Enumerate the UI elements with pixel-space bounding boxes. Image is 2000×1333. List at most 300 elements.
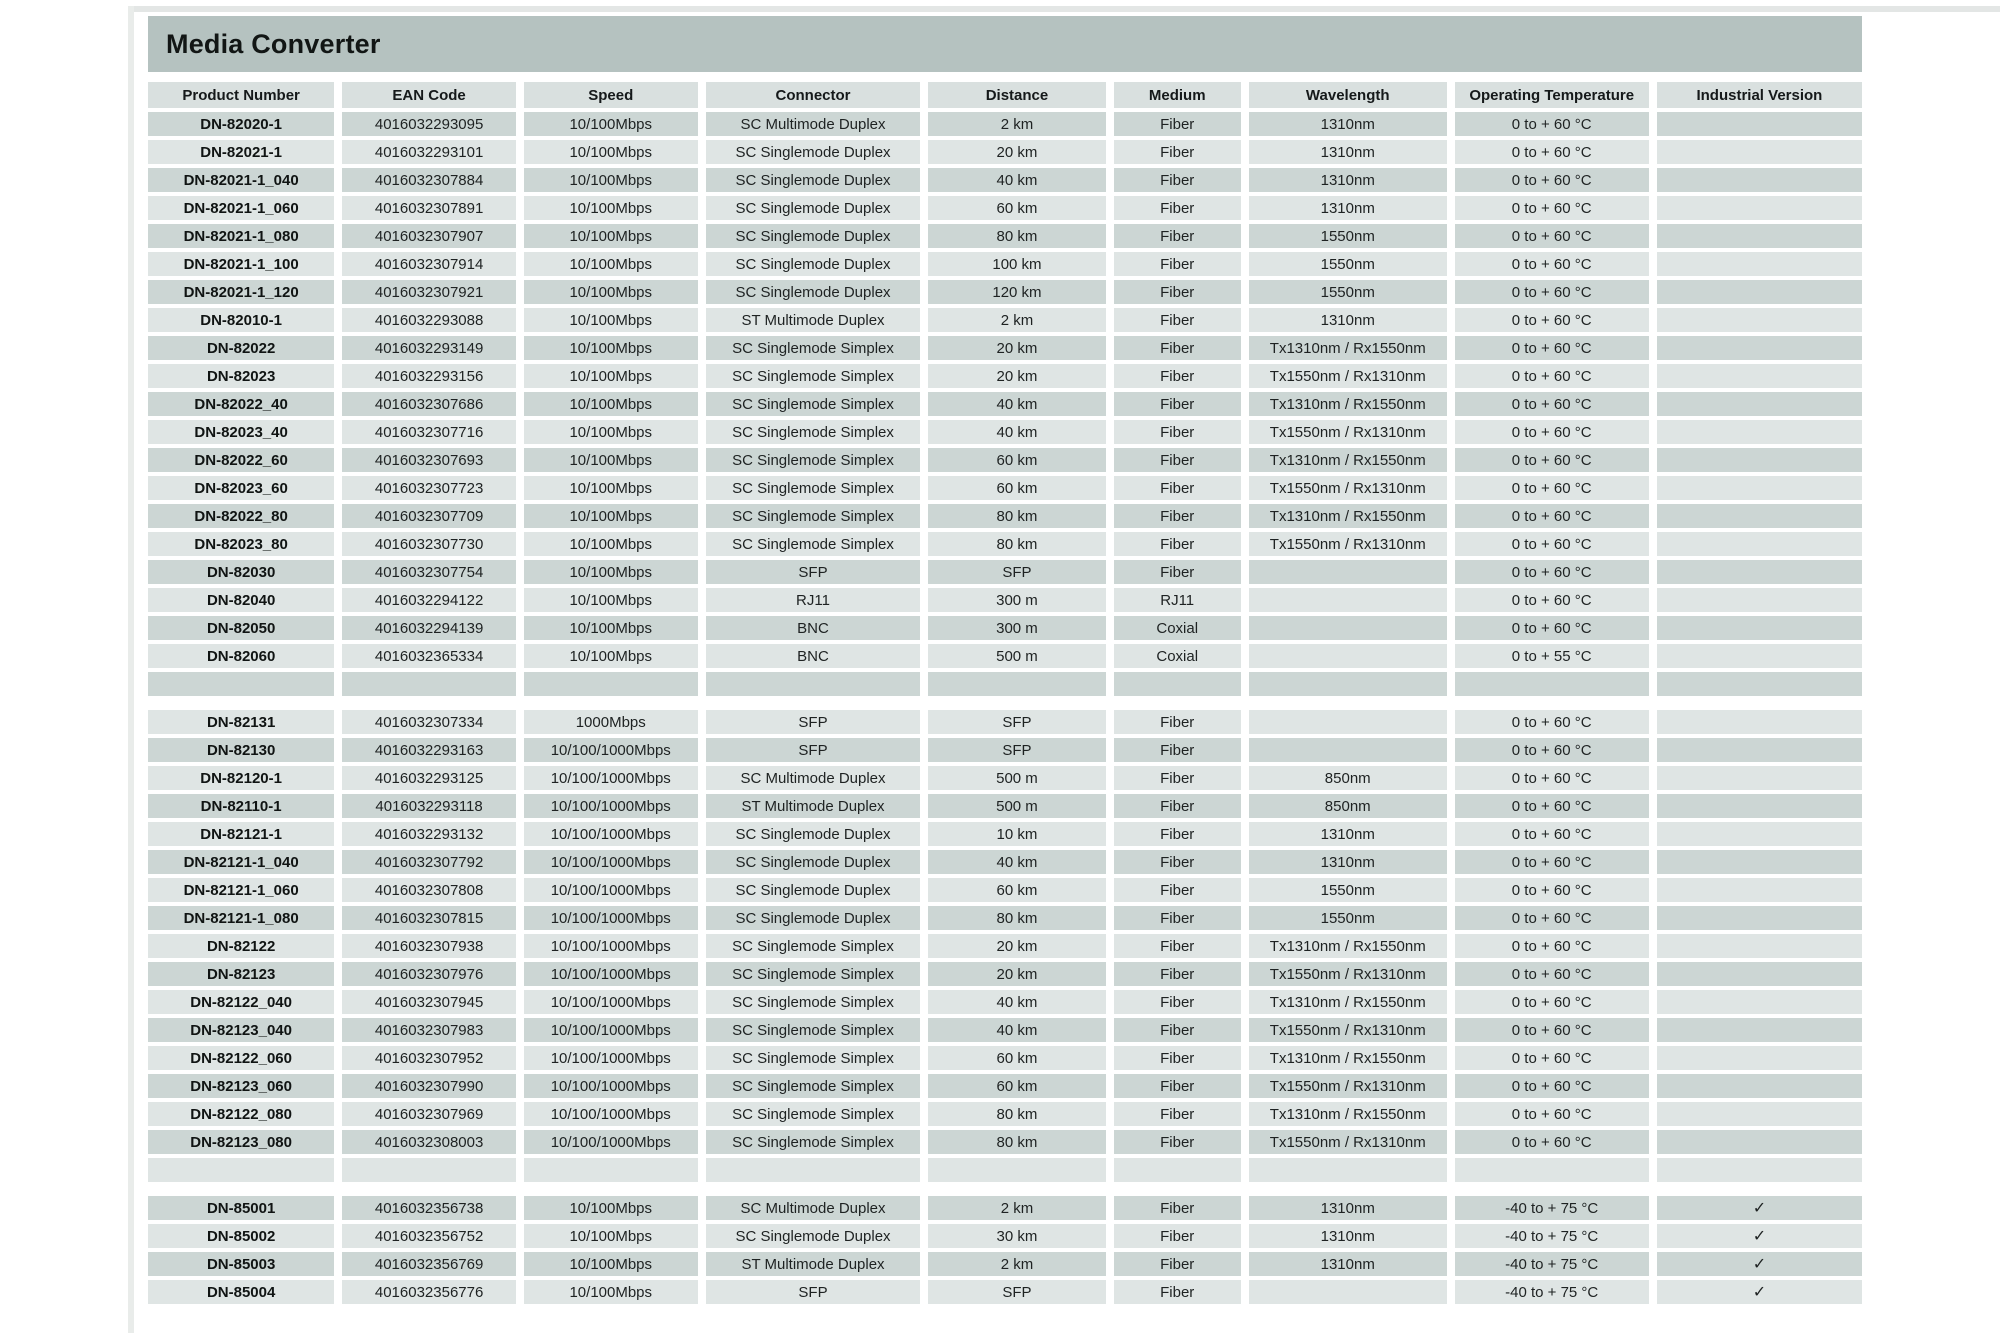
cell-industrial (1653, 502, 1862, 530)
cell-connector: BNC (702, 614, 925, 642)
cell-connector: SC Singlemode Duplex (702, 1222, 925, 1250)
cell-medium: Fiber (1110, 1194, 1245, 1222)
cell-medium: Fiber (1110, 932, 1245, 960)
cell-connector: SFP (702, 736, 925, 764)
cell-distance: 20 km (924, 334, 1109, 362)
table-row (148, 110, 1862, 138)
table-row (148, 586, 1862, 614)
cell-industrial (1653, 334, 1862, 362)
cell-wavelength: Tx1310nm / Rx1550nm (1245, 334, 1451, 362)
cell-medium: Fiber (1110, 820, 1245, 848)
column-header-temperature: Operating Temperature (1451, 82, 1653, 110)
cell-industrial (1653, 306, 1862, 334)
cell-temperature: 0 to + 60 °C (1451, 792, 1653, 820)
column-header-distance: Distance (924, 82, 1109, 110)
cell-wavelength: Tx1550nm / Rx1310nm (1245, 362, 1451, 390)
section-gap (148, 698, 1862, 708)
cell-temperature: -40 to + 75 °C (1451, 1250, 1653, 1278)
section-gap (148, 1184, 1862, 1194)
cell-speed: 10/100Mbps (520, 446, 702, 474)
cell-industrial (1653, 988, 1862, 1016)
cell-ean: 4016032307334 (338, 708, 520, 736)
cell-ean: 4016032307730 (338, 530, 520, 558)
cell-speed: 10/100/1000Mbps (520, 736, 702, 764)
cell-distance: 80 km (924, 530, 1109, 558)
table-row (148, 530, 1862, 558)
cell-speed: 10/100Mbps (520, 474, 702, 502)
cell-wavelength: Tx1550nm / Rx1310nm (1245, 474, 1451, 502)
cell-connector: SC Singlemode Duplex (702, 222, 925, 250)
column-header-product: Product Number (148, 82, 338, 110)
table-row (148, 614, 1862, 642)
cell-product: DN-82123_040 (148, 1016, 338, 1044)
cell-distance: 20 km (924, 138, 1109, 166)
cell-wavelength (1245, 642, 1451, 670)
cell-distance: SFP (924, 1278, 1109, 1306)
cell-temperature: 0 to + 60 °C (1451, 502, 1653, 530)
column-header-industrial: Industrial Version (1653, 82, 1862, 110)
cell-ean: 4016032307723 (338, 474, 520, 502)
table-row (148, 1250, 1862, 1278)
cell-product: DN-82060 (148, 642, 338, 670)
cell-ean: 4016032307716 (338, 418, 520, 446)
cell-connector: SC Singlemode Duplex (702, 194, 925, 222)
column-header-connector: Connector (702, 82, 925, 110)
cell-industrial (1653, 642, 1862, 670)
cell-industrial (1653, 222, 1862, 250)
table-row (148, 1222, 1862, 1250)
cell-medium: Fiber (1110, 138, 1245, 166)
cell-product: DN-82022_40 (148, 390, 338, 418)
industrial-checkmark-icon: ✓ (1653, 1278, 1862, 1306)
column-header-ean: EAN Code (338, 82, 520, 110)
cell-product: DN-82121-1 (148, 820, 338, 848)
cell-speed: 10/100/1000Mbps (520, 988, 702, 1016)
cell-industrial (1653, 1128, 1862, 1156)
cell-temperature: 0 to + 60 °C (1451, 446, 1653, 474)
cell-product: DN-82130 (148, 736, 338, 764)
cell-distance: 120 km (924, 278, 1109, 306)
cell-industrial (1653, 1072, 1862, 1100)
cell-speed (520, 1156, 702, 1184)
cell-temperature: 0 to + 60 °C (1451, 1100, 1653, 1128)
cell-speed: 10/100/1000Mbps (520, 1128, 702, 1156)
cell-industrial (1653, 138, 1862, 166)
cell-temperature: 0 to + 60 °C (1451, 138, 1653, 166)
cell-industrial (1653, 792, 1862, 820)
cell-product: DN-82121-1_080 (148, 904, 338, 932)
cell-connector: SC Singlemode Simplex (702, 1016, 925, 1044)
table-row (148, 390, 1862, 418)
table-row (148, 932, 1862, 960)
cell-temperature: 0 to + 60 °C (1451, 474, 1653, 502)
page-edge-left (128, 6, 134, 1333)
cell-ean: 4016032307938 (338, 932, 520, 960)
cell-ean: 4016032307693 (338, 446, 520, 474)
cell-medium: RJ11 (1110, 586, 1245, 614)
cell-speed: 10/100Mbps (520, 138, 702, 166)
cell-medium: Fiber (1110, 194, 1245, 222)
cell-medium: Fiber (1110, 876, 1245, 904)
cell-product: DN-85001 (148, 1194, 338, 1222)
cell-distance: 20 km (924, 362, 1109, 390)
cell-product: DN-85002 (148, 1222, 338, 1250)
cell-speed: 1000Mbps (520, 708, 702, 736)
table-row (148, 334, 1862, 362)
cell-ean: 4016032307808 (338, 876, 520, 904)
cell-ean: 4016032294139 (338, 614, 520, 642)
cell-connector: SC Singlemode Simplex (702, 960, 925, 988)
cell-wavelength: 1550nm (1245, 222, 1451, 250)
cell-distance: 80 km (924, 904, 1109, 932)
cell-speed (520, 670, 702, 698)
cell-connector: SC Singlemode Duplex (702, 876, 925, 904)
cell-speed: 10/100/1000Mbps (520, 820, 702, 848)
cell-ean: 4016032356776 (338, 1278, 520, 1306)
table-row (148, 502, 1862, 530)
cell-ean: 4016032307969 (338, 1100, 520, 1128)
table-row (148, 764, 1862, 792)
cell-distance: 2 km (924, 306, 1109, 334)
cell-connector (702, 1156, 925, 1184)
cell-medium: Fiber (1110, 110, 1245, 138)
cell-speed: 10/100Mbps (520, 642, 702, 670)
cell-industrial (1653, 1044, 1862, 1072)
cell-wavelength (1245, 670, 1451, 698)
cell-medium: Fiber (1110, 1100, 1245, 1128)
cell-medium: Fiber (1110, 960, 1245, 988)
section-gap-cell (148, 698, 1862, 708)
cell-ean (338, 670, 520, 698)
cell-product: DN-82120-1 (148, 764, 338, 792)
spacer-row (148, 1156, 1862, 1184)
cell-product: DN-82121-1_040 (148, 848, 338, 876)
cell-industrial (1653, 614, 1862, 642)
cell-temperature: 0 to + 60 °C (1451, 334, 1653, 362)
cell-ean: 4016032307976 (338, 960, 520, 988)
cell-connector: SC Singlemode Duplex (702, 138, 925, 166)
industrial-checkmark-icon: ✓ (1653, 1250, 1862, 1278)
cell-medium: Fiber (1110, 1250, 1245, 1278)
cell-temperature: 0 to + 60 °C (1451, 1128, 1653, 1156)
page-edge-top (128, 6, 2000, 12)
cell-temperature: 0 to + 60 °C (1451, 194, 1653, 222)
cell-speed: 10/100/1000Mbps (520, 848, 702, 876)
cell-industrial (1653, 932, 1862, 960)
cell-industrial (1653, 194, 1862, 222)
cell-wavelength: 1310nm (1245, 1250, 1451, 1278)
cell-medium: Fiber (1110, 474, 1245, 502)
cell-distance: 80 km (924, 502, 1109, 530)
cell-ean: 4016032293101 (338, 138, 520, 166)
cell-wavelength: Tx1550nm / Rx1310nm (1245, 960, 1451, 988)
cell-connector: SC Singlemode Simplex (702, 390, 925, 418)
cell-product: DN-82021-1_120 (148, 278, 338, 306)
cell-medium: Fiber (1110, 362, 1245, 390)
cell-ean: 4016032307686 (338, 390, 520, 418)
cell-wavelength: 1310nm (1245, 1194, 1451, 1222)
table-row (148, 708, 1862, 736)
cell-wavelength: 1310nm (1245, 166, 1451, 194)
cell-distance: 60 km (924, 876, 1109, 904)
cell-ean: 4016032294122 (338, 586, 520, 614)
cell-distance: 80 km (924, 1128, 1109, 1156)
cell-distance: 20 km (924, 960, 1109, 988)
cell-connector: SC Singlemode Simplex (702, 446, 925, 474)
cell-temperature: 0 to + 60 °C (1451, 820, 1653, 848)
cell-ean: 4016032307914 (338, 250, 520, 278)
table-row (148, 736, 1862, 764)
cell-distance: 40 km (924, 390, 1109, 418)
cell-ean: 4016032307945 (338, 988, 520, 1016)
cell-medium: Fiber (1110, 334, 1245, 362)
cell-product: DN-82040 (148, 586, 338, 614)
cell-medium: Fiber (1110, 1128, 1245, 1156)
cell-connector: SFP (702, 708, 925, 736)
cell-product: DN-82022_80 (148, 502, 338, 530)
cell-product: DN-82020-1 (148, 110, 338, 138)
cell-distance: 40 km (924, 1016, 1109, 1044)
cell-wavelength (1245, 586, 1451, 614)
cell-ean: 4016032293132 (338, 820, 520, 848)
cell-speed: 10/100Mbps (520, 418, 702, 446)
cell-speed: 10/100Mbps (520, 502, 702, 530)
cell-industrial (1653, 362, 1862, 390)
cell-speed: 10/100Mbps (520, 586, 702, 614)
table-row (148, 1016, 1862, 1044)
cell-temperature: 0 to + 60 °C (1451, 876, 1653, 904)
cell-wavelength: Tx1310nm / Rx1550nm (1245, 390, 1451, 418)
cell-wavelength: Tx1310nm / Rx1550nm (1245, 988, 1451, 1016)
cell-distance (924, 670, 1109, 698)
table-row (148, 474, 1862, 502)
cell-distance: 2 km (924, 110, 1109, 138)
cell-industrial (1653, 904, 1862, 932)
cell-medium: Fiber (1110, 848, 1245, 876)
cell-medium: Fiber (1110, 250, 1245, 278)
cell-temperature: 0 to + 60 °C (1451, 708, 1653, 736)
cell-ean: 4016032307815 (338, 904, 520, 932)
cell-distance: 500 m (924, 642, 1109, 670)
cell-ean: 4016032293163 (338, 736, 520, 764)
cell-industrial (1653, 446, 1862, 474)
cell-speed: 10/100/1000Mbps (520, 1100, 702, 1128)
cell-industrial (1653, 960, 1862, 988)
cell-wavelength: 1310nm (1245, 848, 1451, 876)
cell-speed: 10/100Mbps (520, 1222, 702, 1250)
table-row (148, 1278, 1862, 1306)
cell-industrial (1653, 110, 1862, 138)
table-row (148, 362, 1862, 390)
cell-wavelength: 1550nm (1245, 876, 1451, 904)
cell-distance: 40 km (924, 166, 1109, 194)
cell-distance: SFP (924, 558, 1109, 586)
cell-speed: 10/100/1000Mbps (520, 1072, 702, 1100)
cell-ean: 4016032307907 (338, 222, 520, 250)
column-header-wavelength: Wavelength (1245, 82, 1451, 110)
cell-speed: 10/100Mbps (520, 530, 702, 558)
cell-product: DN-82122_040 (148, 988, 338, 1016)
cell-product: DN-85004 (148, 1278, 338, 1306)
cell-medium: Fiber (1110, 1222, 1245, 1250)
cell-speed: 10/100Mbps (520, 166, 702, 194)
cell-connector: SC Singlemode Simplex (702, 1128, 925, 1156)
cell-medium: Fiber (1110, 502, 1245, 530)
cell-speed: 10/100Mbps (520, 334, 702, 362)
cell-speed: 10/100/1000Mbps (520, 1016, 702, 1044)
spacer-row (148, 670, 1862, 698)
cell-speed: 10/100Mbps (520, 250, 702, 278)
cell-industrial (1653, 474, 1862, 502)
cell-wavelength (1245, 558, 1451, 586)
cell-speed: 10/100Mbps (520, 194, 702, 222)
cell-medium: Fiber (1110, 306, 1245, 334)
cell-ean: 4016032307792 (338, 848, 520, 876)
cell-product: DN-82023_40 (148, 418, 338, 446)
cell-industrial (1653, 166, 1862, 194)
cell-medium: Coxial (1110, 614, 1245, 642)
cell-medium: Fiber (1110, 558, 1245, 586)
cell-connector: SC Multimode Duplex (702, 764, 925, 792)
cell-connector: SC Singlemode Duplex (702, 278, 925, 306)
cell-temperature: 0 to + 60 °C (1451, 306, 1653, 334)
cell-wavelength (1245, 1156, 1451, 1184)
cell-ean: 4016032293125 (338, 764, 520, 792)
cell-distance: 300 m (924, 586, 1109, 614)
cell-product: DN-82131 (148, 708, 338, 736)
cell-medium: Fiber (1110, 764, 1245, 792)
table-row (148, 1194, 1862, 1222)
cell-temperature (1451, 1156, 1653, 1184)
cell-wavelength: Tx1310nm / Rx1550nm (1245, 1100, 1451, 1128)
table-row (148, 792, 1862, 820)
cell-industrial (1653, 1016, 1862, 1044)
cell-medium: Fiber (1110, 446, 1245, 474)
cell-wavelength: 1310nm (1245, 1222, 1451, 1250)
table-row (148, 988, 1862, 1016)
cell-distance: 60 km (924, 1044, 1109, 1072)
cell-speed: 10/100Mbps (520, 614, 702, 642)
cell-wavelength: Tx1550nm / Rx1310nm (1245, 1016, 1451, 1044)
cell-product: DN-82021-1_100 (148, 250, 338, 278)
cell-distance: 2 km (924, 1194, 1109, 1222)
cell-temperature: 0 to + 60 °C (1451, 390, 1653, 418)
cell-industrial (1653, 876, 1862, 904)
cell-product: DN-82022_60 (148, 446, 338, 474)
cell-product: DN-82023_60 (148, 474, 338, 502)
cell-wavelength: 1310nm (1245, 138, 1451, 166)
cell-wavelength: 1310nm (1245, 110, 1451, 138)
table-body (148, 110, 1862, 1306)
cell-ean: 4016032365334 (338, 642, 520, 670)
cell-connector: SC Singlemode Simplex (702, 334, 925, 362)
cell-medium: Fiber (1110, 1044, 1245, 1072)
cell-connector: ST Multimode Duplex (702, 792, 925, 820)
cell-wavelength: Tx1310nm / Rx1550nm (1245, 932, 1451, 960)
cell-distance: 500 m (924, 764, 1109, 792)
table-row (148, 166, 1862, 194)
media-converter-table (148, 82, 1862, 1308)
cell-connector: SC Singlemode Duplex (702, 904, 925, 932)
cell-temperature: 0 to + 60 °C (1451, 278, 1653, 306)
cell-connector: SC Singlemode Duplex (702, 848, 925, 876)
cell-distance: 300 m (924, 614, 1109, 642)
cell-distance: 60 km (924, 194, 1109, 222)
cell-wavelength (1245, 736, 1451, 764)
cell-connector: SC Singlemode Simplex (702, 362, 925, 390)
cell-product (148, 670, 338, 698)
cell-ean: 4016032307754 (338, 558, 520, 586)
cell-speed: 10/100/1000Mbps (520, 960, 702, 988)
cell-ean: 4016032307952 (338, 1044, 520, 1072)
cell-connector: SC Singlemode Simplex (702, 988, 925, 1016)
cell-temperature: 0 to + 60 °C (1451, 960, 1653, 988)
table-row (148, 278, 1862, 306)
cell-wavelength: 1550nm (1245, 278, 1451, 306)
cell-temperature: 0 to + 60 °C (1451, 222, 1653, 250)
cell-connector: SC Singlemode Simplex (702, 1072, 925, 1100)
cell-medium: Fiber (1110, 1072, 1245, 1100)
cell-distance: 60 km (924, 474, 1109, 502)
cell-connector: ST Multimode Duplex (702, 1250, 925, 1278)
table-row (148, 1100, 1862, 1128)
table-row (148, 194, 1862, 222)
cell-temperature: 0 to + 60 °C (1451, 1072, 1653, 1100)
cell-temperature: 0 to + 60 °C (1451, 558, 1653, 586)
cell-ean: 4016032307709 (338, 502, 520, 530)
cell-wavelength: Tx1550nm / Rx1310nm (1245, 530, 1451, 558)
cell-temperature: -40 to + 75 °C (1451, 1278, 1653, 1306)
table-row (148, 222, 1862, 250)
cell-distance: 80 km (924, 222, 1109, 250)
cell-speed: 10/100Mbps (520, 306, 702, 334)
cell-product: DN-82021-1 (148, 138, 338, 166)
cell-medium: Fiber (1110, 278, 1245, 306)
cell-temperature: 0 to + 60 °C (1451, 1044, 1653, 1072)
cell-product: DN-82010-1 (148, 306, 338, 334)
cell-wavelength: 1310nm (1245, 194, 1451, 222)
cell-distance: 60 km (924, 446, 1109, 474)
cell-connector: SC Singlemode Simplex (702, 932, 925, 960)
cell-temperature: 0 to + 60 °C (1451, 166, 1653, 194)
cell-speed: 10/100Mbps (520, 390, 702, 418)
cell-speed: 10/100Mbps (520, 362, 702, 390)
cell-ean: 4016032293088 (338, 306, 520, 334)
cell-temperature: 0 to + 60 °C (1451, 736, 1653, 764)
cell-distance: SFP (924, 736, 1109, 764)
cell-connector: BNC (702, 642, 925, 670)
cell-connector: SC Singlemode Duplex (702, 166, 925, 194)
cell-temperature: 0 to + 60 °C (1451, 110, 1653, 138)
cell-connector: SC Singlemode Simplex (702, 474, 925, 502)
cell-medium: Fiber (1110, 390, 1245, 418)
cell-ean: 4016032356738 (338, 1194, 520, 1222)
table-row (148, 820, 1862, 848)
cell-medium (1110, 1156, 1245, 1184)
cell-temperature: -40 to + 75 °C (1451, 1194, 1653, 1222)
cell-distance (924, 1156, 1109, 1184)
cell-connector: SC Singlemode Simplex (702, 502, 925, 530)
cell-speed: 10/100Mbps (520, 1278, 702, 1306)
cell-industrial (1653, 250, 1862, 278)
cell-connector: SC Multimode Duplex (702, 1194, 925, 1222)
cell-product: DN-82023_80 (148, 530, 338, 558)
cell-product (148, 1156, 338, 1184)
cell-industrial (1653, 848, 1862, 876)
cell-ean: 4016032356769 (338, 1250, 520, 1278)
cell-distance: 100 km (924, 250, 1109, 278)
cell-speed: 10/100Mbps (520, 278, 702, 306)
